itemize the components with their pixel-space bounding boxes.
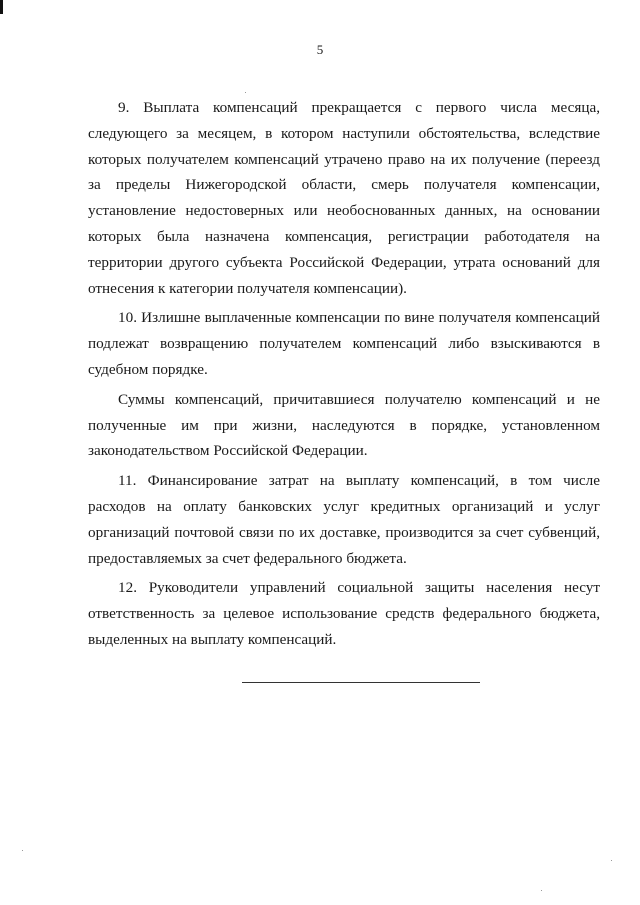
- page-number: 5: [316, 42, 324, 57]
- scan-speck: [541, 890, 542, 891]
- scan-speck: [22, 850, 23, 851]
- paragraph-11: 11. Финансирование затрат на выплату компенсаций, в том числе расходов на оплату банковских услуг кредитных организаций и услуг организаций почтовой связи по их доставке, производится за счет субвенций, предоставляемых за счет федерального бюджета.: [88, 472, 600, 567]
- paragraph-12: 12. Руководители управлений социальной защиты населения несут ответственность за целевое использование средств федерального бюджета, выделенных на выплату компенсаций.: [88, 579, 600, 648]
- paragraph-10: 10. Излишне выплаченные компенсации по вине получателя компенсаций подлежат возвращению получателем компенсаций либо взыскиваются в судебном порядке.: [88, 309, 600, 378]
- scan-corner-mark: [0, 0, 3, 14]
- document-body: [88, 95, 600, 657]
- scan-speck: [611, 860, 612, 861]
- end-separator-line: [242, 682, 480, 683]
- paragraph-inheritance: Суммы компенсаций, причитавшиеся получателю компенсаций и не полученные им при жизни, наследуются в порядке, установленном законодательством Российской Федерации.: [88, 390, 600, 460]
- paragraph-9: 9. Выплата компенсаций прекращается с первого числа месяца, следующего за месяцем, в котором наступили обстоятельства, вследствие которых получателем компенсаций утрачено право на их получение (переезд за пределы Нижегородской области, смерь получателя компенсации, установление недостоверных или необоснованных данных, на основании которых была назначена компенсация, регистрации работодателя на территории другого субъекта Российской Федерации, утрата оснований для отнесения к категории получателя компенсации).: [88, 99, 600, 297]
- scan-speck: [245, 92, 246, 93]
